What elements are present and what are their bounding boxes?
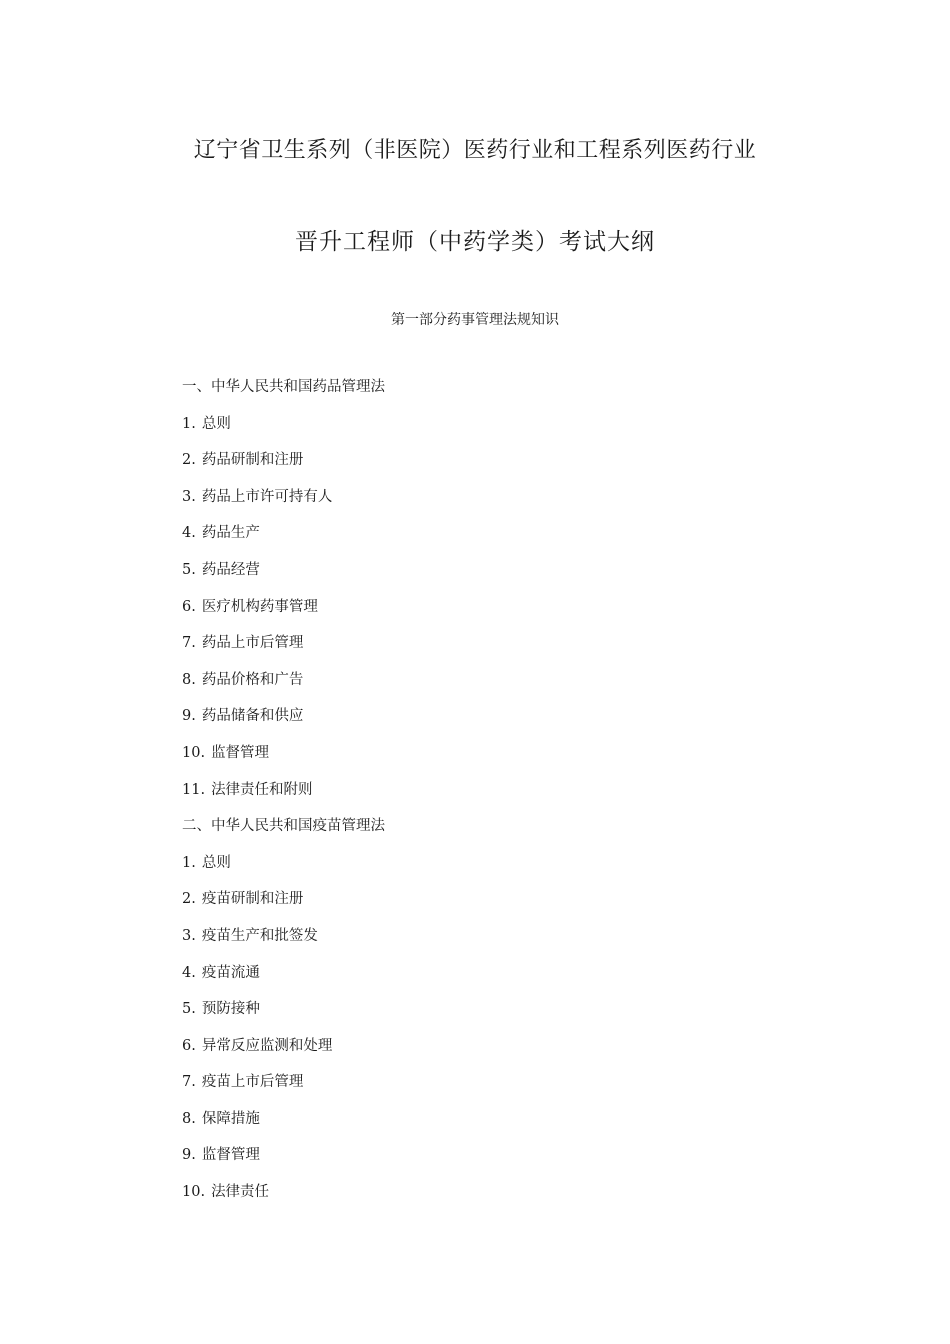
outline-text: 疫苗流通 — [201, 964, 260, 981]
outline-text: 监督管理 — [211, 744, 270, 761]
outline-number: 1. — [182, 854, 196, 871]
outline-section-heading — [182, 376, 782, 413]
outline-number: 5. — [182, 1001, 196, 1018]
outline-number: 6. — [182, 598, 196, 615]
outline-text: 法律责任 — [211, 1184, 270, 1201]
outline-number: 7. — [182, 635, 196, 652]
outline-item — [182, 962, 782, 999]
outline-number: 9. — [182, 708, 196, 725]
outline-section-heading — [182, 815, 782, 852]
outline-text: 监督管理 — [201, 1147, 260, 1164]
outline-text: 医疗机构药事管理 — [201, 598, 318, 615]
outline-number: 2. — [182, 891, 196, 908]
outline-text: 药品经营 — [201, 561, 260, 578]
outline-number: 一、 — [182, 379, 211, 395]
outline-number: 8. — [182, 671, 196, 688]
outline-number: 8. — [182, 1110, 196, 1127]
outline-item — [182, 1035, 782, 1072]
outline-item — [182, 669, 782, 706]
outline-number: 3. — [182, 927, 196, 944]
outline-text: 药品生产 — [201, 525, 260, 542]
outline-text: 药品上市许可持有人 — [201, 488, 333, 505]
outline-text: 疫苗研制和注册 — [201, 891, 304, 908]
outline-item — [182, 1144, 782, 1181]
outline-number: 10. — [182, 1184, 206, 1201]
outline-item — [182, 596, 782, 633]
outline-text: 药品价格和广告 — [201, 671, 304, 688]
outline-number: 2. — [182, 452, 196, 469]
outline-text: 预防接种 — [201, 1001, 260, 1018]
document-title-line-2: 晋升工程师（中药学类）考试大纲 — [295, 229, 655, 255]
outline-list — [182, 376, 782, 1218]
outline-text: 中华人民共和国药品管理法 — [211, 379, 385, 395]
outline-text: 保障措施 — [201, 1110, 260, 1127]
outline-item — [182, 413, 782, 450]
outline-item — [182, 998, 782, 1035]
outline-item — [182, 1181, 782, 1218]
outline-number: 9. — [182, 1147, 196, 1164]
outline-item — [182, 705, 782, 742]
outline-text: 法律责任和附则 — [211, 781, 313, 798]
outline-number: 3. — [182, 488, 196, 505]
outline-item — [182, 449, 782, 486]
outline-number: 4. — [182, 525, 196, 542]
outline-text: 疫苗生产和批签发 — [201, 927, 318, 944]
outline-item — [182, 632, 782, 669]
outline-item — [182, 925, 782, 962]
outline-number: 4. — [182, 964, 196, 981]
outline-number: 7. — [182, 1074, 196, 1091]
outline-number: 11. — [182, 781, 206, 798]
outline-text: 药品储备和供应 — [201, 708, 304, 725]
outline-number: 1. — [182, 415, 196, 432]
outline-item — [182, 486, 782, 523]
outline-text: 中华人民共和国疫苗管理法 — [211, 818, 385, 835]
outline-item — [182, 522, 782, 559]
outline-text: 药品上市后管理 — [201, 635, 304, 652]
outline-item — [182, 1108, 782, 1145]
outline-text: 异常反应监测和处理 — [201, 1037, 333, 1054]
outline-item — [182, 742, 782, 779]
outline-item — [182, 559, 782, 596]
outline-text: 疫苗上市后管理 — [201, 1074, 304, 1091]
outline-number: 10. — [182, 744, 206, 761]
outline-item — [182, 1071, 782, 1108]
outline-number: 二、 — [182, 818, 211, 835]
part-heading: 第一部分药事管理法规知识 — [391, 312, 559, 328]
outline-item — [182, 852, 782, 889]
document-title-line-1: 辽宁省卫生系列（非医院）医药行业和工程系列医药行业 — [193, 138, 757, 163]
outline-text: 总则 — [201, 415, 231, 432]
outline-item — [182, 888, 782, 925]
outline-text: 药品研制和注册 — [201, 452, 304, 469]
outline-number: 6. — [182, 1037, 196, 1054]
outline-text: 总则 — [201, 854, 231, 871]
outline-number: 5. — [182, 561, 196, 578]
outline-item — [182, 779, 782, 816]
